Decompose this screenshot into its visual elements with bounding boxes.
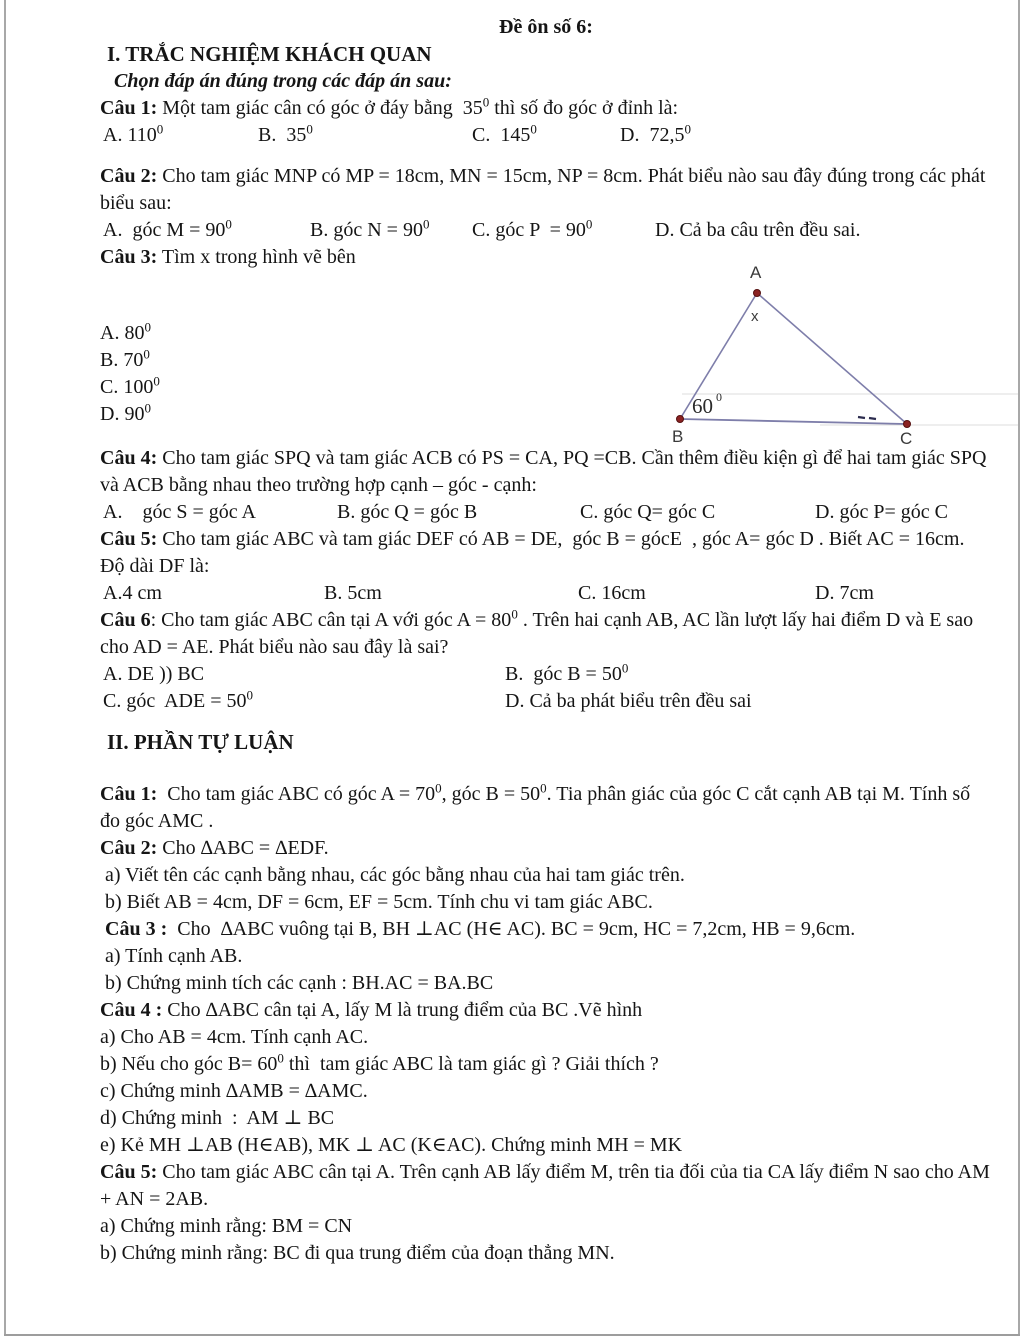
question-5-options <box>100 580 992 607</box>
angle-b-sup: 0 <box>716 390 722 404</box>
question-2-options <box>100 217 992 244</box>
question-1 <box>100 95 992 122</box>
question-6-options-row1 <box>100 661 992 688</box>
text-run: b) Nếu cho góc B= 60 <box>100 1053 278 1075</box>
text-run: 0 <box>306 121 313 137</box>
text-run: A. góc M = 90 <box>103 219 226 241</box>
text-run: Cho tam giác ABC cân tại A. Trên cạnh AB lấy điểm M, trên tia đối của tia CA lấy điểm N sao cho AM + AN = 2AB. <box>100 1161 995 1210</box>
answer-option <box>103 217 310 244</box>
bc-tick-1 <box>858 417 865 418</box>
text-run: b) Biết AB = 4cm, DF = 6cm, EF = 5cm. Tính chu vi tam giác ABC. <box>100 891 653 913</box>
bc-tick-2 <box>869 418 876 419</box>
text-run: 0 <box>153 373 160 389</box>
text-run: C. 145 <box>472 124 531 146</box>
essay-question-5 <box>100 1159 995 1213</box>
text-run: D. 90 <box>100 403 145 425</box>
triangle-svg <box>620 258 1020 450</box>
text-run: Câu 5: <box>100 528 158 550</box>
text-run: Câu 1: <box>100 783 158 805</box>
triangle-figure <box>620 258 1020 450</box>
angle-x-label: x <box>751 308 759 325</box>
essay-question-4b <box>100 1051 992 1078</box>
text-run: , góc B = 50 <box>441 783 541 805</box>
text-run: e) Kẻ MH ⊥AB (H∈AB), MK ⊥ AC (K∈AC). Chứng minh MH = MK <box>100 1134 683 1156</box>
text-run: 0 <box>482 94 490 110</box>
text-run: D. góc P= góc C <box>815 501 948 523</box>
text-run: B. 35 <box>258 124 307 146</box>
answer-option <box>580 499 815 526</box>
answer-option <box>324 580 578 607</box>
answer-option <box>505 661 628 688</box>
text-run: D. Cả ba phát biểu trên đều sai <box>505 690 752 712</box>
text-run: B. góc B = 50 <box>505 663 622 685</box>
text-run: b) Chứng minh rằng: BC đi qua trung điểm của đoạn thẳng MN. <box>100 1242 615 1264</box>
answer-option <box>472 122 620 149</box>
text-run: Cho ∆ABC cân tại A, lấy M là trung điểm của BC .Vẽ hình <box>162 999 643 1021</box>
section-1-instruction: Chọn đáp án đúng trong các đáp án sau: <box>114 70 452 92</box>
answer-option <box>472 217 655 244</box>
answer-option <box>815 580 874 607</box>
text-run: Câu 1: <box>100 97 158 119</box>
vertex-b-label: B <box>672 427 684 446</box>
text-run: Một tam giác cân có góc ở đáy bằng 35 <box>157 97 483 119</box>
text-run: Cho ∆ABC vuông tại B, BH ⊥AC (H∈ AC). BC = 9cm, HC = 7,2cm, HB = 9,6cm. <box>167 918 856 940</box>
essay-question-4a <box>100 1024 992 1051</box>
question-4-options <box>100 499 992 526</box>
answer-option <box>103 499 337 526</box>
text-run: 0 <box>144 400 151 416</box>
answer-option <box>620 122 691 149</box>
text-run: b) Chứng minh tích các cạnh : BH.AC = BA.BC <box>100 972 494 994</box>
text-run: Câu 4 : <box>100 999 163 1021</box>
text-run: thì tam giác ABC là tam giác gì ? Giải thích ? <box>283 1053 659 1075</box>
text-run: . Tia phân giác của góc C cắt cạnh AB tại M. Tính số đo góc AMC . <box>100 783 976 832</box>
text-run: thì số đo góc ở đỉnh là: <box>489 97 679 119</box>
answer-option <box>655 217 860 244</box>
question-4 <box>100 445 992 499</box>
question-1-options <box>100 122 992 149</box>
text-run: A. 80 <box>100 322 145 344</box>
essay-question-2a <box>100 862 992 889</box>
text-run: B. góc N = 90 <box>310 219 423 241</box>
question-5 <box>100 526 992 580</box>
text-run: Câu 2: <box>100 165 158 187</box>
essay-question-5b <box>100 1240 992 1267</box>
question-6 <box>100 607 992 661</box>
angle-b-value: 60 <box>692 394 713 418</box>
text-run: B. 70 <box>100 349 144 371</box>
vertex-c-label: C <box>900 429 913 448</box>
text-run: A. DE )) BC <box>103 663 205 685</box>
text-run: Câu 5: <box>100 1161 158 1183</box>
edge-bc <box>680 419 907 424</box>
text-run: a) Cho AB = 4cm. Tính cạnh AC. <box>100 1026 369 1048</box>
section-2-heading: II. PHẦN TỰ LUẬN <box>107 730 294 754</box>
text-run: Cho tam giác ABC và tam giác DEF có AB = DE, góc B = gócE , góc A= góc D . Biết AC = 16cm. Độ dài DF là: <box>100 528 970 577</box>
essay-question-3 <box>100 916 992 943</box>
answer-option <box>815 499 948 526</box>
answer-option <box>258 122 472 149</box>
page-border-right <box>1018 0 1020 1336</box>
essay-question-2b <box>100 889 992 916</box>
essay-question-2 <box>100 835 992 862</box>
text-run: 0 <box>246 687 253 703</box>
text-run: 0 <box>156 121 164 137</box>
text-run: 0 <box>684 121 691 137</box>
vertex-a-dot <box>754 290 761 297</box>
text-run: C. 100 <box>100 376 154 398</box>
text-run: A.4 cm <box>103 582 162 604</box>
text-run: 0 <box>621 660 629 676</box>
text-run: a) Viết tên các cạnh bằng nhau, các góc bằng nhau của hai tam giác trên. <box>100 864 685 886</box>
question-6-options-row2 <box>100 688 992 715</box>
essay-question-1 <box>100 781 992 835</box>
page-border-left <box>4 0 6 1336</box>
text-run: 0 <box>144 319 151 335</box>
text-run: a) Chứng minh rằng: BM = CN <box>100 1215 353 1237</box>
text-run: 0 <box>530 121 537 137</box>
essay-question-5a <box>100 1213 992 1240</box>
answer-option <box>103 580 324 607</box>
text-run: a) Tính cạnh AB. <box>100 945 243 967</box>
text-run: Cho tam giác SPQ và tam giác ACB có PS = CA, PQ =CB. Cần thêm điều kiện gì để hai tam giác SPQ và ACB bằng nhau theo trường hợp cạnh – góc - cạnh: <box>100 447 992 496</box>
text-run: . Trên hai cạnh AB, AC lần lượt lấy hai điểm D và E sao cho AD = AE. Phát biểu nào sau đây là sai? <box>100 609 979 658</box>
text-run: 0 <box>585 216 593 232</box>
essay-question-3b <box>100 970 992 997</box>
essay-question-4e <box>100 1132 992 1159</box>
text-run: Cho tam giác ABC có góc A = 70 <box>157 783 436 805</box>
edge-ac <box>757 293 907 424</box>
text-run: D. 7cm <box>815 582 874 604</box>
text-run: Tìm x trong hình vẽ bên <box>157 246 356 268</box>
answer-option <box>505 688 752 715</box>
text-run: 0 <box>422 216 430 232</box>
text-run: A. góc S = góc A <box>103 501 256 523</box>
text-run: c) Chứng minh ∆AMB = ∆AMC. <box>100 1080 368 1102</box>
answer-option <box>578 580 815 607</box>
text-run: Cho tam giác MNP có MP = 18cm, MN = 15cm, NP = 8cm. Phát biểu nào sau đây đúng trong các phát biểu sau: <box>100 165 991 214</box>
text-run: 0 <box>143 346 150 362</box>
text-run: Câu 6 <box>100 609 151 631</box>
exam-document-body <box>100 14 995 1267</box>
text-run: Câu 3 : <box>100 918 168 940</box>
vertex-a-label: A <box>750 263 762 282</box>
text-run: Câu 4: <box>100 447 158 469</box>
text-run: D. 72,5 <box>620 124 685 146</box>
answer-option <box>337 499 580 526</box>
page-border-bottom <box>4 1334 1020 1336</box>
essay-question-3a <box>100 943 992 970</box>
text-run: D. Cả ba câu trên đều sai. <box>655 219 861 241</box>
text-run: B. 5cm <box>324 582 382 604</box>
text-run: 0 <box>225 216 232 232</box>
text-run: 0 <box>277 1050 284 1066</box>
text-run: d) Chứng minh : AM ⊥ BC <box>100 1107 335 1129</box>
answer-option <box>103 661 505 688</box>
vertex-c-dot <box>904 421 911 428</box>
doc-title: Đề ôn số 6: <box>499 16 593 38</box>
text-run: B. góc Q = góc B <box>337 501 478 523</box>
answer-option <box>103 688 505 715</box>
essay-question-4c <box>100 1078 992 1105</box>
text-run: Cho ∆ABC = ∆EDF. <box>157 837 329 859</box>
essay-question-4d <box>100 1105 992 1132</box>
text-run: C. 16cm <box>578 582 646 604</box>
text-run: 0 <box>435 780 442 796</box>
text-run: Câu 3: <box>100 246 158 268</box>
text-run: C. góc P = 90 <box>472 219 586 241</box>
text-run: : Cho tam giác ABC cân tại A với góc A = 80 <box>150 609 512 631</box>
answer-option <box>103 122 258 149</box>
essay-question-4 <box>100 997 992 1024</box>
text-run: 0 <box>511 606 518 622</box>
text-run: Câu 2: <box>100 837 158 859</box>
vertex-b-dot <box>677 416 684 423</box>
answer-option <box>310 217 472 244</box>
text-run: A. 110 <box>103 124 157 146</box>
text-run: 0 <box>540 780 547 796</box>
text-run: C. góc Q= góc C <box>580 501 716 523</box>
question-2 <box>100 163 992 217</box>
section-1-heading: I. TRẮC NGHIỆM KHÁCH QUAN <box>107 42 432 66</box>
text-run: C. góc ADE = 50 <box>103 690 247 712</box>
